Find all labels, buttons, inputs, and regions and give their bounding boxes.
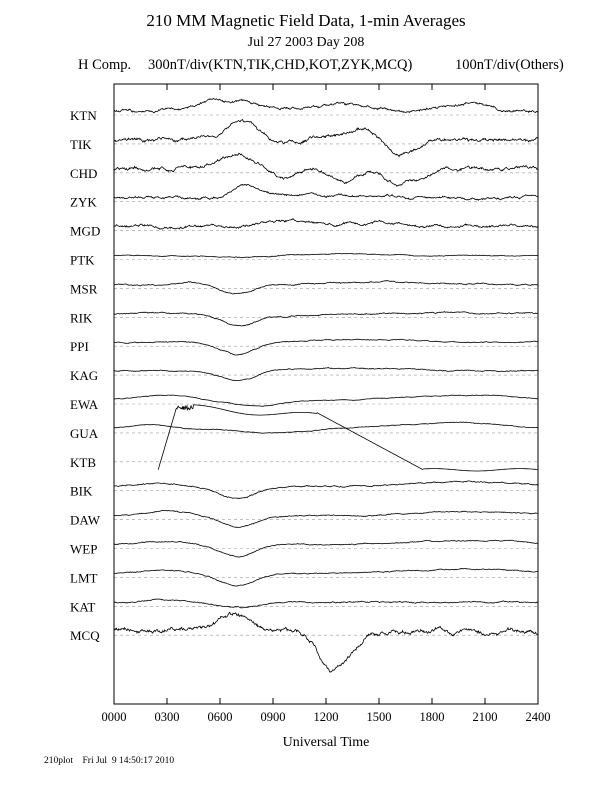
station-label: KAT xyxy=(70,599,96,615)
x-tick-label: 1800 xyxy=(419,710,445,724)
station-msr xyxy=(70,281,538,297)
station-label: LMT xyxy=(70,570,98,586)
station-label: KTN xyxy=(70,108,97,123)
x-tick-label: 2400 xyxy=(525,710,551,724)
station-label: KAG xyxy=(70,368,99,384)
station-lmt xyxy=(70,569,538,587)
station-trace xyxy=(114,422,538,433)
footer-stamp: 210plot Fri Jul 9 14:50:17 2010 xyxy=(44,756,175,766)
station-trace xyxy=(114,481,538,499)
station-trace xyxy=(114,339,538,355)
station-trace xyxy=(114,510,538,527)
station-ktn xyxy=(70,99,538,124)
station-trace xyxy=(114,599,538,608)
station-trace xyxy=(158,405,538,471)
station-label: WEP xyxy=(70,541,98,557)
chart-title: 210 MM Magnetic Field Data, 1-min Averages xyxy=(146,11,466,30)
x-tick-label: 0000 xyxy=(101,710,127,724)
station-trace xyxy=(114,254,538,258)
scale-note-primary: 300nT/div(KTN,TIK,CHD,KOT,ZYK,MCQ) xyxy=(148,57,413,73)
station-trace xyxy=(114,612,538,672)
station-trace xyxy=(114,184,538,200)
scale-note-secondary: 100nT/div(Others) xyxy=(455,57,564,73)
station-kag xyxy=(70,368,538,384)
station-label: EWA xyxy=(70,397,99,412)
station-trace xyxy=(114,153,538,186)
station-ppi xyxy=(70,339,538,355)
chart-subtitle: Jul 27 2003 Day 208 xyxy=(247,35,365,50)
station-mcq xyxy=(70,612,538,672)
station-trace xyxy=(114,281,538,295)
station-label: TIK xyxy=(70,136,92,152)
station-daw xyxy=(70,510,538,527)
station-ktb xyxy=(70,405,538,471)
station-trace xyxy=(114,219,538,230)
station-label: ZYK xyxy=(70,194,97,210)
station-gua xyxy=(70,422,538,441)
plot-frame xyxy=(114,84,538,704)
x-tick-label: 0900 xyxy=(260,710,286,724)
component-label: H Comp. xyxy=(78,57,132,73)
station-ewa xyxy=(70,395,538,412)
station-bik xyxy=(70,481,538,499)
station-wep xyxy=(70,540,538,557)
station-label: CHD xyxy=(70,165,98,181)
station-label: KTB xyxy=(70,454,96,470)
station-trace xyxy=(114,395,538,406)
x-tick-label: 1200 xyxy=(313,710,339,724)
station-zyk xyxy=(70,184,538,209)
station-trace xyxy=(114,99,538,113)
station-ptk xyxy=(70,253,538,268)
station-rik xyxy=(70,310,538,326)
station-trace xyxy=(114,312,538,326)
station-label: DAW xyxy=(70,512,101,528)
station-trace xyxy=(114,119,538,156)
station-chd xyxy=(70,153,538,186)
x-axis-label: Universal Time xyxy=(282,735,370,750)
station-kat xyxy=(70,599,538,614)
station-trace xyxy=(114,368,538,381)
station-tik xyxy=(70,119,538,156)
station-mgd xyxy=(70,219,538,239)
x-tick-label: 1500 xyxy=(366,710,392,724)
station-label: PTK xyxy=(70,252,95,268)
station-label: MGD xyxy=(70,223,101,239)
station-label: GUA xyxy=(70,425,99,441)
station-label: RIK xyxy=(70,310,93,326)
x-tick-label: 0600 xyxy=(207,710,233,724)
x-tick-label: 2100 xyxy=(472,710,498,724)
station-label: BIK xyxy=(70,483,93,499)
stations-layer xyxy=(70,99,538,673)
x-tick-label: 0300 xyxy=(154,710,180,724)
station-label: MSR xyxy=(70,281,98,297)
station-label: PPI xyxy=(70,339,89,355)
station-label: MCQ xyxy=(70,628,100,644)
